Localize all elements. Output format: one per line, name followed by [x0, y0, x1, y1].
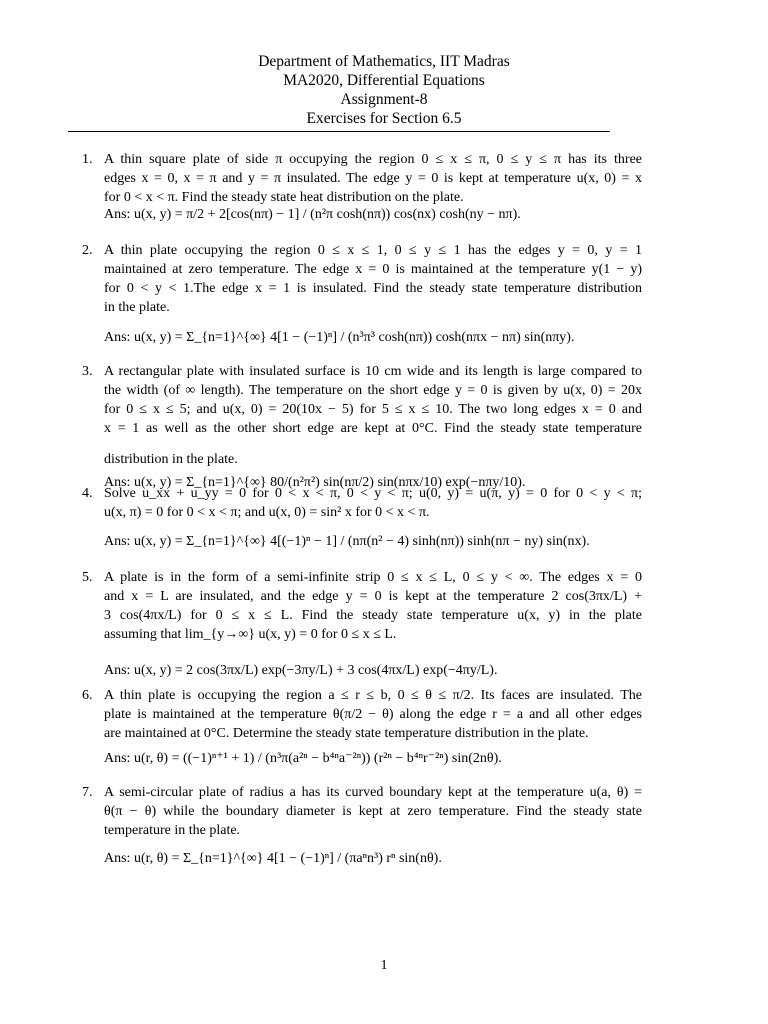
answer: Ans: u(x, y) = Σ_{n=1}^{∞} 80/(n²π²) sin(nπ/2) sin(nπx/10) exp(−nπy/10). [104, 475, 526, 490]
assignment-title: Assignment-8 [340, 91, 428, 108]
problem-number: 4. [82, 486, 93, 501]
problem-text-line: and x = L are insulated, and the edge y = 0 is kept at the temperature 2 cos(3πx/L) + [104, 589, 642, 604]
answer: Ans: u(r, θ) = ((−1)ⁿ⁺¹ + 1) / (n³π(a²ⁿ − b⁴ⁿa⁻²ⁿ)) (r²ⁿ − b⁴ⁿr⁻²ⁿ) sin(2nθ). [104, 751, 502, 766]
problem-text-line: Solve u_xx + u_yy = 0 for 0 < x < π, 0 < y < π; u(0, y) = u(π, y) = 0 for 0 < y < π; [104, 486, 642, 501]
problem-text-line: in the plate. [104, 300, 170, 315]
department-title: Department of Mathematics, IIT Madras [258, 53, 510, 70]
answer: Ans: u(x, y) = Σ_{n=1}^{∞} 4[1 − (−1)ⁿ] / (n³π³ cosh(nπ)) cosh(nπx − nπ) sin(nπy). [104, 330, 575, 345]
problem-number: 3. [82, 364, 93, 379]
course-title: MA2020, Differential Equations [283, 72, 485, 89]
problem-text-line: distribution in the plate. [104, 452, 238, 467]
problem-text-line: A semi-circular plate of radius a has its curved boundary kept at the temperature u(a, θ) = [104, 785, 642, 800]
problem-text-line: edges x = 0, x = π and y = π insulated. The edge y = 0 is kept at temperature u(x, 0) = x [104, 171, 642, 186]
problem-text-line: for 0 < y < 1.The edge x = 1 is insulated. Find the steady state temperature distribution [104, 281, 642, 296]
problem-number: 6. [82, 688, 93, 703]
problem-text-line: assuming that lim_{y→∞} u(x, y) = 0 for 0 ≤ x ≤ L. [104, 627, 397, 642]
problem-number: 7. [82, 785, 93, 800]
problem-text-line: for 0 < x < π. Find the steady state heat distribution on the plate. [104, 190, 464, 205]
header-rule [68, 131, 610, 132]
problem-text-line: A rectangular plate with insulated surface is 10 cm wide and its length is large compared to [104, 364, 642, 379]
problem-number: 5. [82, 570, 93, 585]
problem-text-line: A thin plate occupying the region 0 ≤ x ≤ 1, 0 ≤ y ≤ 1 has the edges y = 0, y = 1 [104, 243, 642, 258]
problem-number: 2. [82, 243, 93, 258]
problem-text-line: for 0 ≤ x ≤ 5; and u(x, 0) = 20(10x − 5) for 5 ≤ x ≤ 10. The two long edges x = 0 and [104, 402, 642, 417]
problem-text-line: temperature in the plate. [104, 823, 241, 838]
problem-text-line: the width (of ∞ length). The temperature on the short edge y = 0 is given by u(x, 0) = 20x [104, 383, 642, 398]
answer: Ans: u(x, y) = π/2 + 2[cos(nπ) − 1] / (n²π cosh(nπ)) cos(nx) cosh(ny − nπ). [104, 207, 521, 222]
answer: Ans: u(r, θ) = Σ_{n=1}^{∞} 4[1 − (−1)ⁿ] / (πaⁿn³) rⁿ sin(nθ). [104, 851, 442, 866]
problem-text-line: θ(π − θ) while the boundary diameter is kept at zero temperature. Find the steady state [104, 804, 642, 819]
answer: Ans: u(x, y) = 2 cos(3πx/L) exp(−3πy/L) + 3 cos(4πx/L) exp(−4πy/L). [104, 663, 498, 678]
problem-text-line: plate is maintained at the temperature θ(π/2 − θ) along the edge r = a and all other edges [104, 707, 642, 722]
problem-text-line: are maintained at 0°C. Determine the steady state temperature distribution in the plate. [104, 726, 589, 741]
problem-text-line: 3 cos(4πx/L) for 0 ≤ x ≤ L. Find the steady state temperature u(x, y) in the plate [104, 608, 642, 623]
problem-number: 1. [82, 152, 93, 167]
section-title: Exercises for Section 6.5 [306, 110, 462, 127]
problem-text-line: A plate is in the form of a semi-infinite strip 0 ≤ x ≤ L, 0 ≤ y < ∞. The edges x = 0 [104, 570, 642, 585]
problem-text-line: maintained at zero temperature. The edge x = 0 is maintained at the temperature y(1 − y) [104, 262, 642, 277]
answer: Ans: u(x, y) = Σ_{n=1}^{∞} 4[(−1)ⁿ − 1] / (nπ(n² − 4) sinh(nπ)) sinh(nπ − ny) sin(nx). [104, 534, 590, 549]
problem-text-line: A thin square plate of side π occupying the region 0 ≤ x ≤ π, 0 ≤ y ≤ π has its three [104, 152, 642, 167]
problem-text-line: u(x, π) = 0 for 0 < x < π; and u(x, 0) = sin² x for 0 < x < π. [104, 505, 430, 520]
problem-text-line: A thin plate is occupying the region a ≤ r ≤ b, 0 ≤ θ ≤ π/2. Its faces are insulated. The [104, 688, 642, 703]
problem-text-line: x = 1 as well as the other short edge are kept at 0°C. Find the steady state temperature [104, 421, 642, 436]
page-number: 1 [380, 958, 388, 973]
